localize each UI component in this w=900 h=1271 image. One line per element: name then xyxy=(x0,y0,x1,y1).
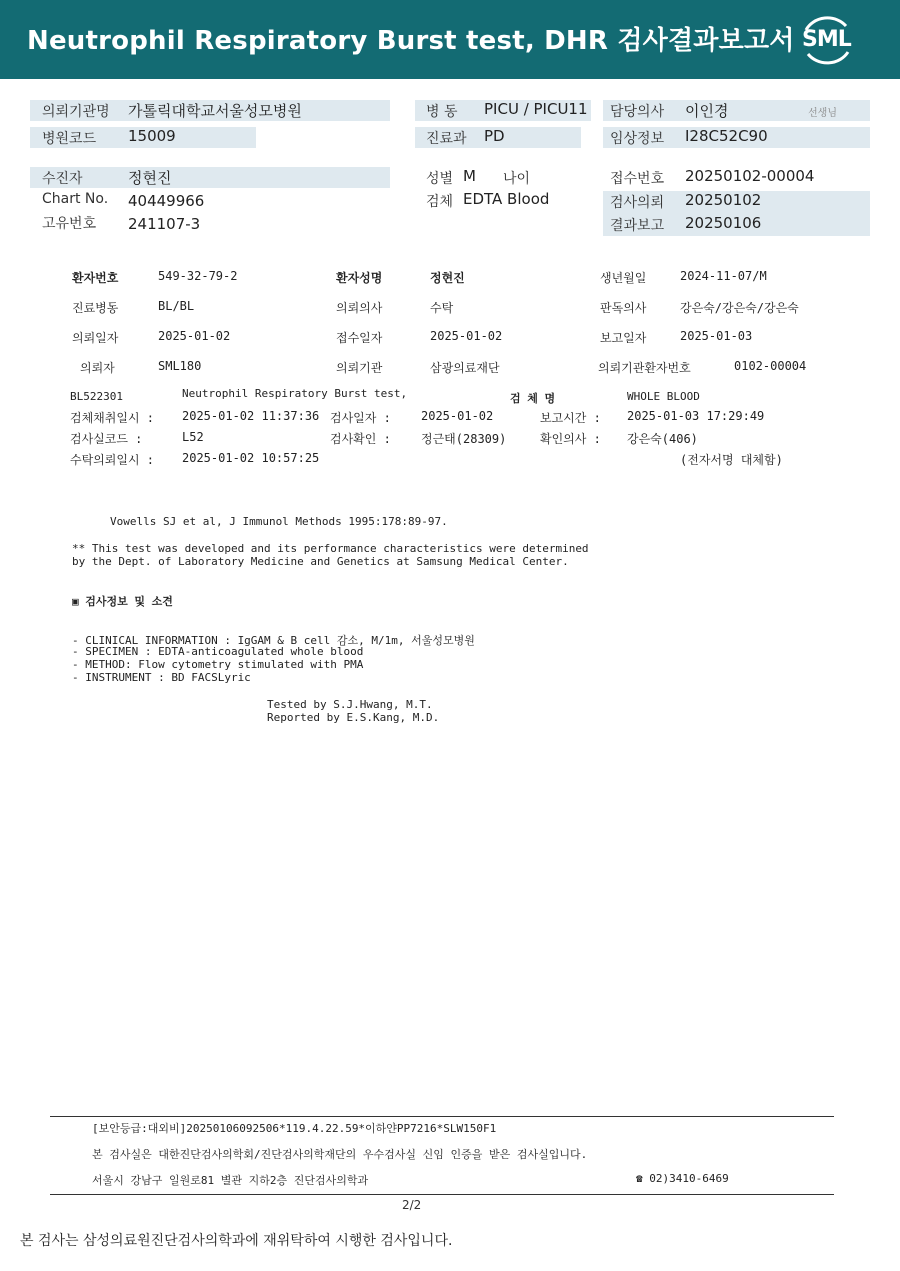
doctor-label: 담당의사 xyxy=(610,104,665,120)
grid-label: 환자성명 xyxy=(336,271,383,285)
reporttime-label: 보고시간 : xyxy=(540,411,601,425)
sex-value: M xyxy=(463,167,476,185)
logo-text: SML xyxy=(802,27,851,52)
grid-value: 0102-00004 xyxy=(734,359,807,373)
ward-label: 병 동 xyxy=(426,104,458,120)
info-line: - SPECIMEN : EDTA-anticoagulated whole blood xyxy=(72,645,364,658)
grid-label: 의뢰의사 xyxy=(336,301,383,315)
uid-value: 241107-3 xyxy=(128,215,201,233)
esign-note: (전자서명 대체함) xyxy=(680,453,783,467)
ward-value: PICU / PICU11 xyxy=(484,100,588,118)
report-header xyxy=(0,0,900,79)
patient-value: 정현진 xyxy=(128,169,172,187)
footer-rule-top xyxy=(50,1116,834,1117)
clinical-label: 임상정보 xyxy=(610,131,665,147)
grid-value: 수탁 xyxy=(430,301,454,315)
note-line: by the Dept. of Laboratory Medicine and Genetics at Samsung Medical Center. xyxy=(72,555,569,568)
grid-value: 2025-01-02 xyxy=(430,329,503,343)
physician-value: 강은숙(406) xyxy=(627,432,698,446)
collect-label: 검체채취일시 : xyxy=(70,411,155,425)
org-value: 가톨릭대학교서울성모병원 xyxy=(128,102,302,120)
grid-label: 의뢰기관환자번호 xyxy=(598,361,691,375)
physician-label: 확인의사 : xyxy=(540,432,601,446)
uid-label: 고유번호 xyxy=(42,216,97,232)
org-label: 의뢰기관명 xyxy=(42,104,110,120)
sml-logo xyxy=(796,12,856,68)
chart-label: Chart No. xyxy=(42,191,109,207)
grid-label: 의뢰기관 xyxy=(336,361,383,375)
grid-value: 2025-01-02 xyxy=(158,329,231,343)
patient-label: 수진자 xyxy=(42,171,83,187)
grid-value: 강은숙/강은숙/강은숙 xyxy=(680,301,799,315)
reference-text: Vowells SJ et al, J Immunol Methods 1995:178:89-97. xyxy=(110,515,448,528)
specimen-label: 검체 xyxy=(426,194,454,210)
section-heading: ▣ 검사정보 및 소견 xyxy=(72,595,173,608)
test-code: BL522301 xyxy=(70,390,123,403)
note-line: ** This test was developed and its performance characteristics were determined xyxy=(72,542,589,555)
code-value: 15009 xyxy=(128,127,176,145)
grid-value: 정현진 xyxy=(430,271,465,285)
dept-value: PD xyxy=(484,127,505,145)
request-label: 검사의뢰 xyxy=(610,195,665,211)
clinical-value: I28C52C90 xyxy=(685,127,768,145)
grid-label: 판독의사 xyxy=(600,301,647,315)
patient-bar xyxy=(30,167,390,188)
reported-by: Reported by E.S.Kang, M.D. xyxy=(267,711,440,724)
report-title: Neutrophil Respiratory Burst test, DHR 검사결과보고서 xyxy=(27,26,795,56)
report-value: 20250106 xyxy=(685,214,762,232)
cert-line: 본 검사실은 대한진단검사의학회/진단검사의학재단의 우수검사실 신임 인증을 받은 검사실입니다. xyxy=(92,1148,588,1161)
outsourcing-notice: 본 검사는 삼성의료원진단검사의학과에 재위탁하여 시행한 검사입니다. xyxy=(20,1233,453,1249)
grid-label: 생년월일 xyxy=(600,271,647,285)
test-specimen-label: 검 체 명 xyxy=(510,392,556,405)
labcode-label: 검사실코드 : xyxy=(70,432,143,446)
phone-line: ☎ 02)3410-6469 xyxy=(636,1172,729,1185)
footer-rule-bottom xyxy=(50,1194,834,1195)
test-name: Neutrophil Respiratory Burst test, xyxy=(182,387,408,400)
grid-label: 의뢰일자 xyxy=(72,331,119,345)
dept-label: 진료과 xyxy=(426,131,467,147)
confirm-value: 정근태(28309) xyxy=(421,432,507,446)
info-line: - CLINICAL INFORMATION : IgGAM & B cell 감소, M/1m, 서울성모병원 xyxy=(72,634,475,647)
receipt-label: 접수번호 xyxy=(610,171,665,187)
testdate-value: 2025-01-02 xyxy=(421,409,494,423)
test-specimen-value: WHOLE BLOOD xyxy=(627,390,700,403)
grid-value: 2024-11-07/M xyxy=(680,269,767,283)
report-label: 결과보고 xyxy=(610,218,665,234)
info-line: - INSTRUMENT : BD FACSLyric xyxy=(72,671,251,684)
age-label: 나이 xyxy=(503,171,531,187)
grid-label: 진료병동 xyxy=(72,301,119,315)
doctor-suffix: 선생님 xyxy=(808,108,837,119)
grid-label: 접수일자 xyxy=(336,331,383,345)
collect-value: 2025-01-02 11:37:36 xyxy=(182,409,320,423)
grid-label: 환자번호 xyxy=(72,271,119,285)
address-line: 서울시 강남구 일원로81 별관 지하2층 진단검사의학과 xyxy=(92,1174,369,1187)
chart-value: 40449966 xyxy=(128,192,205,210)
grid-label: 보고일자 xyxy=(600,331,647,345)
security-line: [보안등급:대외비]20250106092506*119.4.22.59*이하얀PP7216*SLW150F1 xyxy=(92,1122,497,1135)
receipt-value: 20250102-00004 xyxy=(685,167,815,185)
reporttime-value: 2025-01-03 17:29:49 xyxy=(627,409,765,423)
info-line: - METHOD: Flow cytometry stimulated with PMA xyxy=(72,658,364,671)
grid-label: 의뢰자 xyxy=(80,361,115,375)
code-label: 병원코드 xyxy=(42,131,97,147)
testdate-label: 검사일자 : xyxy=(330,411,391,425)
page-number: 2/2 xyxy=(402,1198,422,1212)
recv-value: 2025-01-02 10:57:25 xyxy=(182,451,320,465)
request-value: 20250102 xyxy=(685,191,762,209)
recv-label: 수탁의뢰일시 : xyxy=(70,453,155,467)
grid-value: 삼광의료재단 xyxy=(430,361,500,375)
grid-value: SML180 xyxy=(158,359,202,373)
tested-by: Tested by S.J.Hwang, M.T. xyxy=(267,698,433,711)
labcode-value: L52 xyxy=(182,430,204,444)
grid-value: BL/BL xyxy=(158,299,195,313)
specimen-value: EDTA Blood xyxy=(463,190,550,208)
grid-value: 2025-01-03 xyxy=(680,329,753,343)
sex-label: 성별 xyxy=(426,171,454,187)
doctor-value: 이인경 xyxy=(685,102,729,120)
grid-value: 549-32-79-2 xyxy=(158,269,238,283)
confirm-label: 검사확인 : xyxy=(330,432,391,446)
